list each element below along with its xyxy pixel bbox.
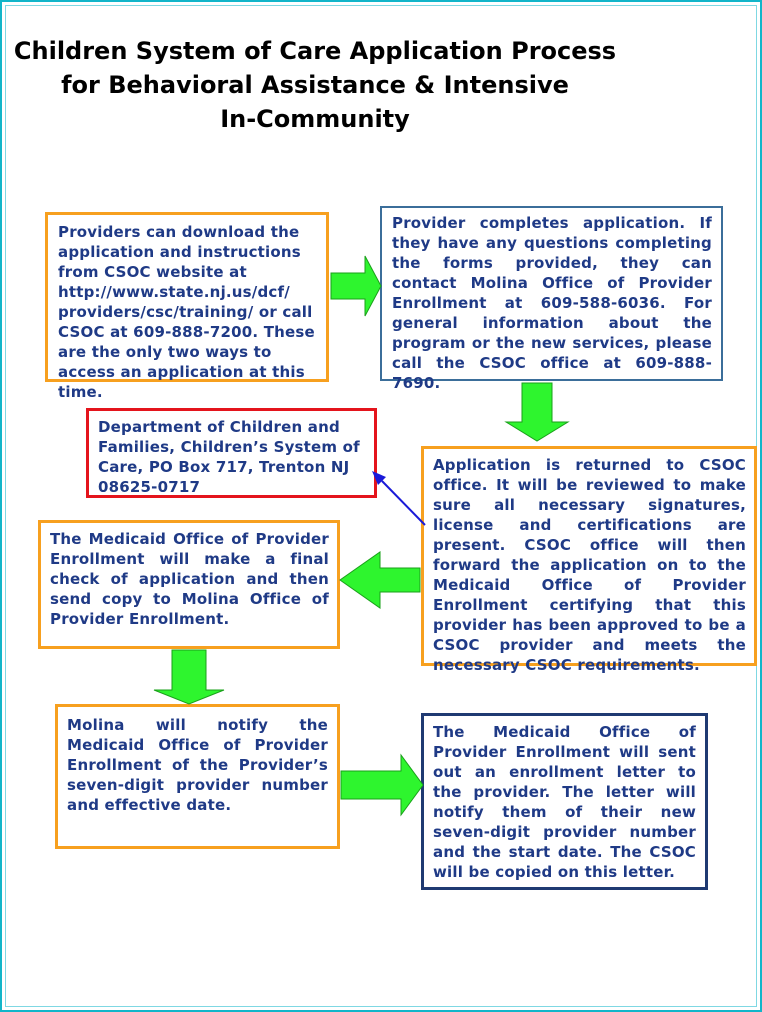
pointer-line xyxy=(382,481,425,525)
molina-notify-text: Molina will notify the Medicaid Office of Provider Enrollment of the Provider’s seven-digit provider number and effective date. xyxy=(67,716,328,814)
arrow-down-1 xyxy=(506,383,568,441)
application-returned-text: Application is returned to CSOC office. It will be reviewed to make sure all necessary signatures, license and certifications are present. CSOC office will then forward the application on to the Medicaid Office of Provider Enrollment certifying that this provider has been approved to be a CSOC provider and meets the necessary CSOC requirements. xyxy=(433,456,746,674)
enrollment-letter-text: The Medicaid Office of Provider Enrollment will sent out an enrollment letter to the provider. The letter will notify them of their new seven-digit provider number and the start date. The CSOC will be copied on this letter. xyxy=(433,723,696,881)
title-line-1: Children System of Care Application Process xyxy=(13,37,617,65)
arrow-right-2 xyxy=(341,755,423,815)
final-check-text: The Medicaid Office of Provider Enrollment will make a final check of application and then send copy to Molina Office of Provider Enrollment. xyxy=(50,530,329,628)
provider-completes-text: Provider completes application. If they have any questions completing the forms provided, they can contact Molina Office of Provider Enrollment at 609-588-6036. For general information about the program or the new services, please call the CSOC office at 609-888-7690. xyxy=(392,214,712,392)
download-text: Providers can download the application and instructions from CSOC website at http://www.state.nj.us/dcf/ providers/csc/training/ or call CSOC at 609-888-7200. These are the only two ways to access an application at this time. xyxy=(58,223,315,401)
arrow-right-1 xyxy=(331,256,381,316)
arrow-down-2 xyxy=(154,650,224,704)
arrow-left-1 xyxy=(340,552,420,608)
mailing-address-text: Department of Children and Families, Children’s System of Care, PO Box 717, Trenton NJ 08625-0717 xyxy=(98,418,360,496)
title-line-2: for Behavioral Assistance & Intensive xyxy=(61,71,569,99)
title-line-3: In-Community xyxy=(220,105,410,133)
